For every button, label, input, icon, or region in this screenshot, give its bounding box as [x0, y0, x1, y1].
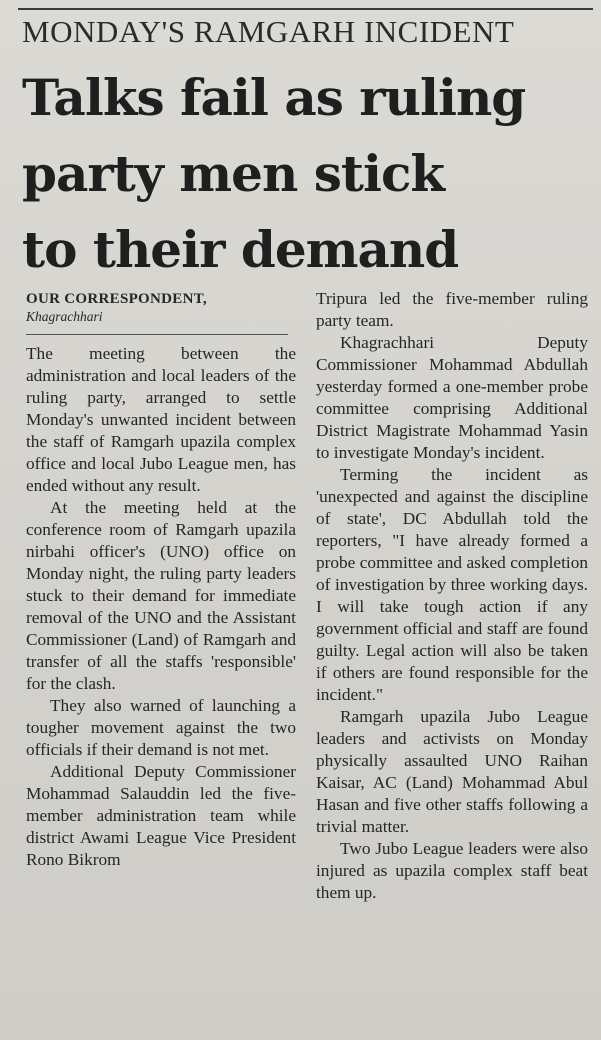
paragraph: Two Jubo League leaders were also injured as upazila complex staff beat them up. — [316, 839, 588, 902]
paragraph: Terming the incident as 'unexpected and against the discipline of state', DC Abdullah told the reporters, "I have already formed a probe committee and asked completion of investigation by three working days. I will take tough action if any government official and staff are found guilty. Legal action will also be taken if others are found responsible for the incident." — [316, 465, 588, 704]
headline-line: to their demand — [22, 220, 459, 279]
column-left — [26, 290, 296, 871]
paragraph: The meeting between the administration and local leaders of the ruling party, arranged to settle Monday's unwanted incident between the staff of Ramgarh upazila complex office and local Jubo League men, has ended without any result. — [26, 344, 296, 495]
headline-line: party men stick — [22, 144, 445, 203]
paragraph: They also warned of launching a tougher movement against the two officials if their demand is not met. — [26, 696, 296, 759]
kicker: MONDAY'S RAMGARH INCIDENT — [22, 14, 515, 49]
paragraph: Khagrachhari Deputy Commissioner Mohammad Abdullah yesterday formed a one-member probe committee comprising Additional District Magistrate Mohammad Yasin to investigate Monday's incident. — [316, 333, 588, 462]
column-right — [316, 288, 588, 904]
paragraph: Additional Deputy Commissioner Mohammad Salauddin led the five-member administration team while district Awami League Vice President Rono Bikrom — [26, 762, 296, 869]
byline-rule — [26, 334, 288, 335]
top-rule — [18, 8, 593, 10]
paragraph: Ramgarh upazila Jubo League leaders and activists on Monday physically assaulted UNO Raihan Kaisar, AC (Land) Mohammad Abul Hasan and five other staffs following a trivial matter. — [316, 707, 588, 836]
paragraph: Tripura led the five-member ruling party team. — [316, 289, 588, 330]
byline: OUR CORRESPONDENT, — [26, 291, 207, 307]
headline-line: Talks fail as ruling — [22, 68, 526, 127]
dateline: Khagrachhari — [26, 309, 103, 324]
paragraph: At the meeting held at the conference room of Ramgarh upazila nirbahi officer's (UNO) office on Monday night, the ruling party leaders stuck to their demand for immediate removal of the UNO and the Assistant Commissioner (Land) of Ramgarh and transfer of all the staffs 'responsible' for the clash. — [26, 498, 296, 693]
headline — [22, 60, 592, 288]
